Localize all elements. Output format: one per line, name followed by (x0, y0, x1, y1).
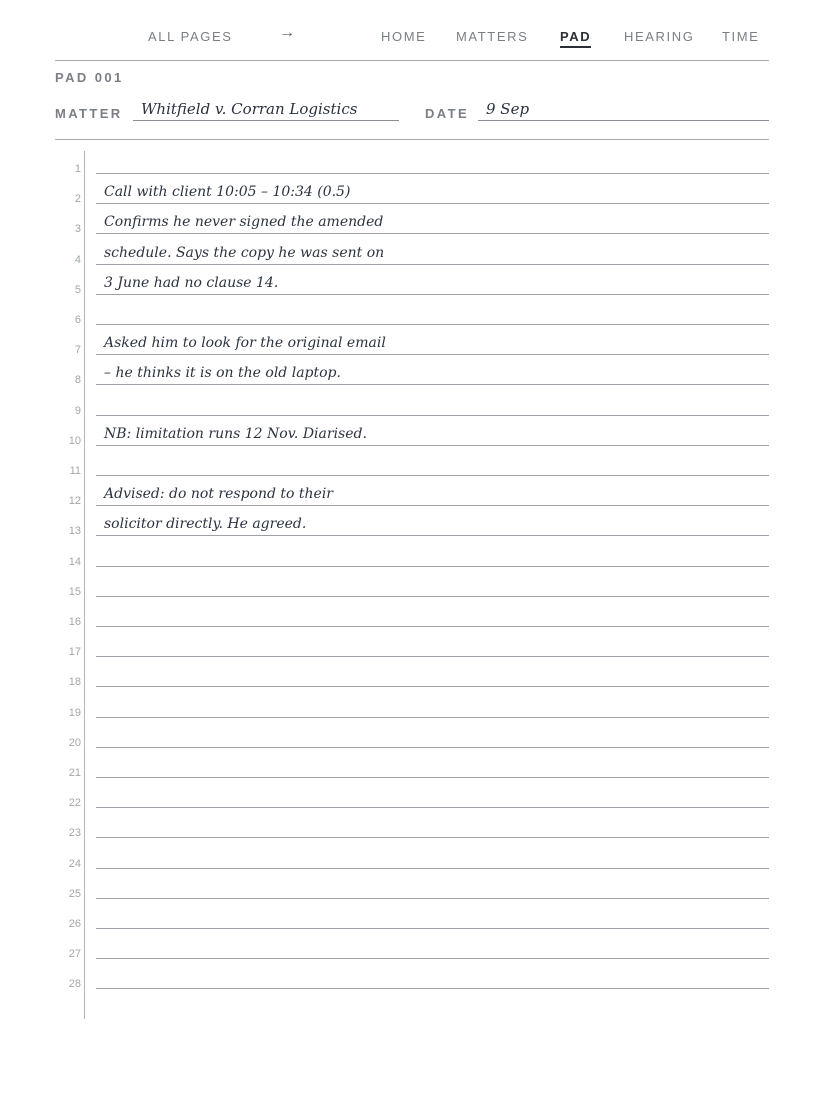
date-field[interactable]: 9 Sep (478, 98, 769, 121)
line-number: 2 (74, 193, 81, 206)
pad-line[interactable] (0, 302, 825, 332)
line-number: 18 (68, 676, 81, 689)
line-rule (96, 807, 769, 808)
pad-line[interactable] (0, 966, 825, 996)
line-number: 23 (68, 827, 81, 840)
line-rule (96, 747, 769, 748)
top-navigation (0, 0, 825, 62)
line-rule (96, 596, 769, 597)
pad-line[interactable] (0, 876, 825, 906)
pad-line[interactable] (0, 483, 825, 513)
date-label: DATE (425, 106, 470, 121)
line-rule (96, 988, 769, 989)
pad-line[interactable] (0, 242, 825, 272)
nav-home[interactable]: HOME (381, 29, 427, 44)
line-rule (96, 475, 769, 476)
line-rule (96, 717, 769, 718)
line-rule (96, 294, 769, 295)
line-number: 20 (68, 736, 81, 749)
line-number: 15 (68, 585, 81, 598)
line-number: 25 (68, 887, 81, 900)
line-rule (96, 958, 769, 959)
line-number: 8 (74, 374, 81, 387)
line-text[interactable]: Advised: do not respond to their (104, 486, 334, 503)
line-rule (96, 686, 769, 687)
line-rule (96, 445, 769, 446)
pad-line[interactable] (0, 634, 825, 664)
line-rule (96, 354, 769, 355)
line-rule (96, 898, 769, 899)
line-number: 10 (68, 434, 81, 447)
line-number: 11 (69, 465, 81, 477)
line-rule (96, 837, 769, 838)
line-number: 22 (68, 797, 81, 810)
line-rule (96, 384, 769, 385)
line-rule (96, 415, 769, 416)
line-rule (96, 173, 769, 174)
matter-field[interactable]: Whitfield v. Corran Logistics (133, 98, 399, 121)
line-text[interactable]: 3 June had no clause 14. (104, 274, 279, 291)
line-number: 28 (68, 978, 81, 991)
pad-line[interactable] (0, 332, 825, 362)
pad-line[interactable] (0, 755, 825, 785)
line-text[interactable]: solicitor directly. He agreed. (104, 516, 307, 533)
matter-label: MATTER (55, 106, 123, 121)
line-number: 26 (68, 918, 81, 930)
pad-line[interactable] (0, 513, 825, 543)
line-number: 19 (68, 706, 81, 719)
line-number: 24 (68, 857, 81, 870)
nav-hearing[interactable]: HEARING (624, 29, 695, 44)
pad-line[interactable] (0, 695, 825, 725)
active-tab-underline (560, 46, 591, 48)
line-text[interactable]: NB: limitation runs 12 Nov. Diarised. (104, 425, 367, 442)
pad-line[interactable] (0, 846, 825, 876)
pad-line[interactable] (0, 815, 825, 845)
line-number: 17 (68, 646, 81, 659)
header-divider (55, 139, 769, 140)
pad-line[interactable] (0, 362, 825, 392)
pad-line[interactable] (0, 151, 825, 181)
line-number: 21 (68, 767, 81, 779)
pad-line[interactable] (0, 272, 825, 302)
pad-line[interactable] (0, 936, 825, 966)
nav-all-pages[interactable]: ALL PAGES (148, 29, 233, 44)
line-rule (96, 535, 769, 536)
pad-line[interactable] (0, 544, 825, 574)
line-number: 27 (68, 948, 81, 961)
nav-divider (55, 60, 769, 61)
line-text[interactable]: schedule. Says the copy he was sent on (104, 244, 385, 261)
line-rule (96, 777, 769, 778)
line-rule (96, 656, 769, 657)
pad-title: PAD 001 (55, 70, 124, 85)
pad-line[interactable] (0, 181, 825, 211)
pad-line[interactable] (0, 604, 825, 634)
line-rule (96, 626, 769, 627)
pad-line[interactable] (0, 211, 825, 241)
line-number: 12 (68, 495, 81, 508)
nav-pad-label: PAD (560, 29, 592, 44)
nav-matters[interactable]: MATTERS (456, 29, 529, 44)
pad-line[interactable] (0, 725, 825, 755)
line-rule (96, 203, 769, 204)
line-text[interactable]: – he thinks it is on the old laptop. (104, 365, 341, 382)
line-rule (96, 566, 769, 567)
line-rule (96, 868, 769, 869)
line-rule (96, 233, 769, 234)
line-rule (96, 324, 769, 325)
pad-line[interactable] (0, 393, 825, 423)
nav-time[interactable]: TIME (722, 29, 760, 44)
line-number: 4 (74, 253, 81, 266)
line-number: 9 (74, 404, 81, 417)
pad-line[interactable] (0, 574, 825, 604)
line-rule (96, 928, 769, 929)
pad-line[interactable] (0, 453, 825, 483)
line-number: 13 (68, 525, 81, 538)
line-number: 3 (74, 223, 81, 236)
line-text[interactable]: Call with client 10:05 – 10:34 (0.5) (104, 184, 351, 201)
pad-line[interactable] (0, 423, 825, 453)
line-number: 6 (74, 314, 81, 326)
nav-pad[interactable] (560, 29, 591, 44)
line-text[interactable]: Asked him to look for the original email (104, 335, 386, 352)
line-rule (96, 505, 769, 506)
line-number: 7 (74, 344, 81, 357)
line-number: 1 (74, 163, 81, 175)
line-text[interactable]: Confirms he never signed the amended (104, 214, 384, 231)
line-number: 16 (68, 616, 81, 628)
line-number: 5 (74, 283, 81, 296)
arrow-right-icon[interactable]: → (279, 24, 295, 41)
pad-line[interactable] (0, 664, 825, 694)
pad-line[interactable] (0, 906, 825, 936)
line-number: 14 (68, 555, 81, 568)
line-rule (96, 264, 769, 265)
pad-line[interactable] (0, 785, 825, 815)
